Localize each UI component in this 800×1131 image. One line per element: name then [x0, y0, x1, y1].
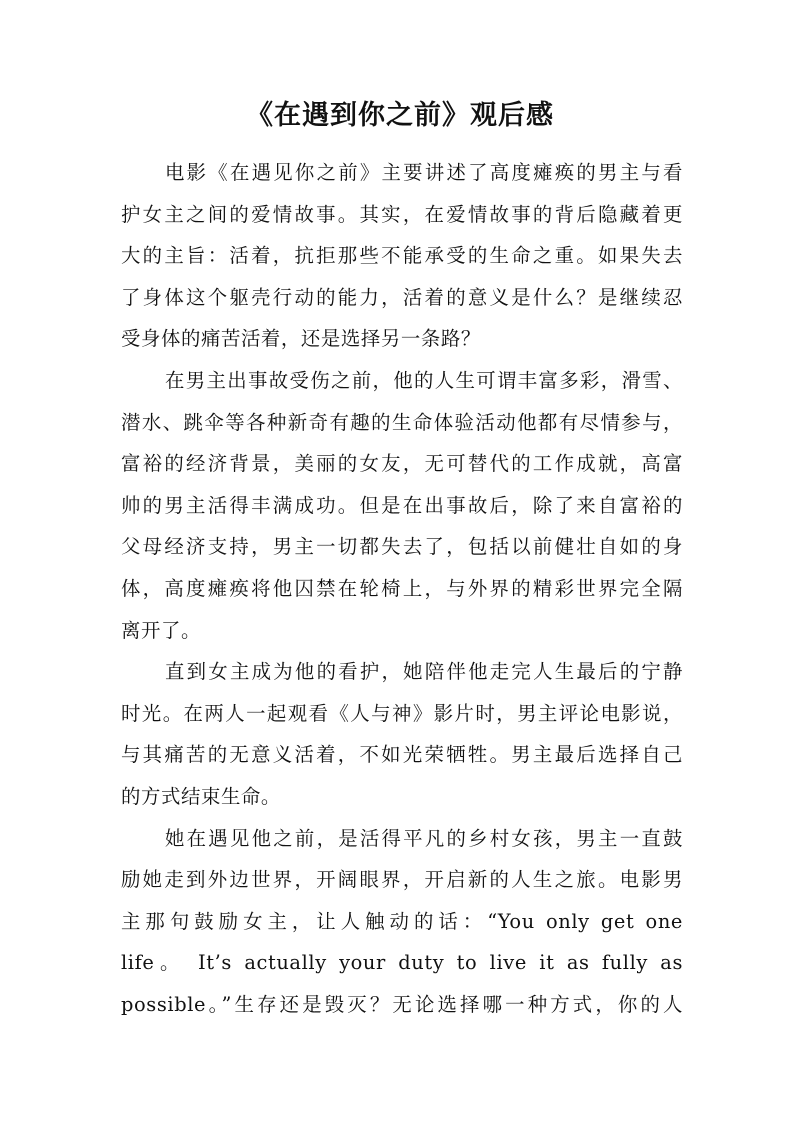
document-body: [121, 152, 683, 1025]
text-line: 励她走到外边世界，开阔眼界，开启新的人生之旅。电影男: [121, 868, 683, 892]
text-line: 主那句鼓励女主，让人触动的话：“You only get one: [121, 909, 683, 933]
text-line: 直到女主成为他的看护，她陪伴他走完人生最后的宁静: [165, 660, 683, 684]
text-line: 大的主旨：活着，抗拒那些不能承受的生命之重。如果失去: [121, 244, 683, 268]
text-line: 潜水、跳伞等各种新奇有趣的生命体验活动他都有尽情参与，: [121, 410, 683, 434]
text-line: 了身体这个躯壳行动的能力，活着的意义是什么？是继续忍: [121, 285, 683, 309]
text-line: 她在遇见他之前，是活得平凡的乡村女孩，男主一直鼓: [165, 826, 683, 850]
text-line: 护女主之间的爱情故事。其实，在爱情故事的背后隐藏着更: [121, 202, 683, 226]
text-line: 父母经济支持，男主一切都失去了，包括以前健壮自如的身: [121, 535, 683, 559]
text-line: 受身体的痛苦活着，还是选择另一条路？: [121, 327, 481, 351]
text-line: 在男主出事故受伤之前，他的人生可谓丰富多彩，滑雪、: [165, 368, 683, 392]
text-line: 时光。在两人一起观看《人与神》影片时，男主评论电影说，: [121, 701, 683, 725]
text-line: 的方式结束生命。: [121, 784, 281, 808]
text-line: 与其痛苦的无意义活着，不如光荣牺牲。男主最后选择自己: [121, 743, 683, 767]
text-line: 富裕的经济背景，美丽的女友，无可替代的工作成就，高富: [121, 452, 683, 476]
text-line: life。 It’s actually your duty to live it as fully as: [121, 951, 683, 975]
text-line: 体，高度瘫痪将他囚禁在轮椅上，与外界的精彩世界完全隔: [121, 576, 683, 600]
text-line: 离开了。: [121, 618, 201, 642]
text-line: 帅的男主活得丰满成功。但是在出事故后，除了来自富裕的: [121, 493, 683, 517]
text-line: 电影《在遇见你之前》主要讲述了高度瘫痪的男主与看: [165, 161, 683, 184]
text-line: possible。”生存还是毁灭？无论选择哪一种方式，你的人: [121, 992, 683, 1016]
document-title: 《在遇到你之前》观后感: [246, 100, 554, 131]
